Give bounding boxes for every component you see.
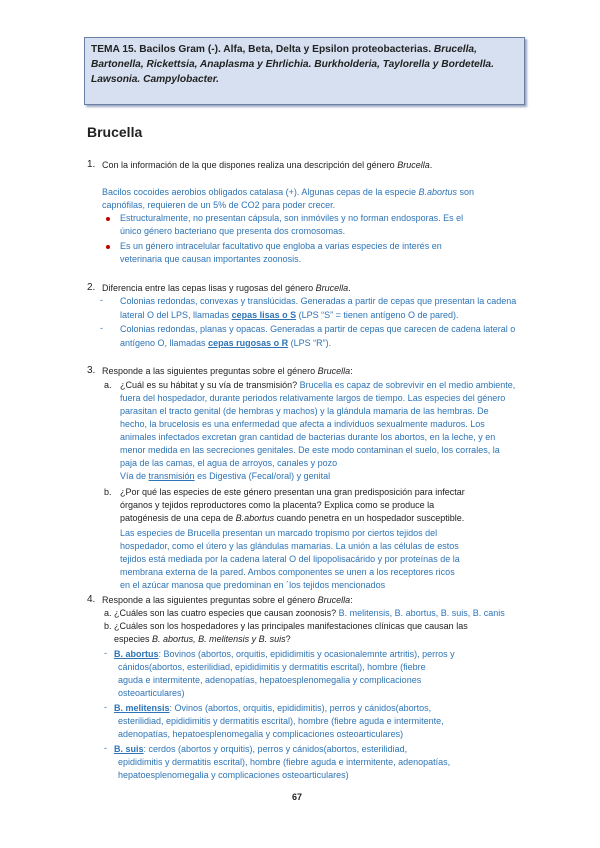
- q1-answer-line: capnófilas, requieren de un 5% de CO2 para poder crecer.: [102, 200, 336, 210]
- q3a-answer-line: animales infectados excretan gran cantidad de bacterias durante los abortos, en la leche, y en: [120, 432, 496, 442]
- page-number: 67: [292, 792, 303, 802]
- q3a-answer-line: menor medida en las secreciones genitales. De este modo contaminan el suelo, los corrales, la: [120, 445, 500, 455]
- dash-marker: -: [104, 743, 107, 753]
- q1-bullet-text: veterinaria que causan importantes zoonosis.: [120, 254, 302, 264]
- species-line: hepatoesplenomegalia y complicaciones osteoarticulares): [118, 770, 349, 780]
- species-line: esterilidiad, epididimitis y dermatitis escrital), hombre (fiebre aguda e intermitente,: [118, 716, 444, 726]
- q3b-answer-line: membrana externa de la pared. Ambos componentes se unen a los receptores ricos: [120, 567, 455, 577]
- bullet-icon: [106, 217, 110, 221]
- species-line: adenopatías, hepatoesplenomegalia y complicaciones osteoarticulares): [118, 729, 404, 739]
- q2-number: 2.: [87, 282, 96, 293]
- q3b-question: órganos y tejidos reproductores como la placenta? Explica como se produce la: [120, 500, 435, 510]
- q3a-answer-line: paja de las camas, el agua de arroyos, canales y pozo: [120, 458, 338, 468]
- q2-question: Diferencia entre las cepas lisas y rugosas del género Brucella.: [102, 283, 351, 293]
- dash-marker: -: [100, 295, 103, 305]
- dash-marker: -: [104, 648, 107, 658]
- species-line: B. melitensis: Ovinos (abortos, orquitis, epididimitis), perros y cánidos(abortos,: [114, 703, 432, 713]
- q4b-question: especies B. abortus, B. melitensis y B. suis?: [114, 634, 291, 644]
- q1-number: 1.: [87, 159, 96, 170]
- dash-marker: -: [104, 702, 107, 712]
- q3a-answer-line: parasitan el tracto genital (de hembras y machos) y la glándula mamaria de las hembras. De: [120, 406, 489, 416]
- q1-bullet-text: único género bacteriano que presenta dos cromosomas.: [120, 226, 346, 236]
- species-line: B. suis: cerdos (abortos y orquitis), perros y cánidos(abortos, esterilidiad,: [114, 744, 408, 754]
- header-title: TEMA 15. Bacilos Gram (-). Alfa, Beta, Delta y Epsilon proteobacterias.: [91, 44, 432, 55]
- q3a-label: a.: [104, 380, 112, 390]
- q1-question: Con la información de la que dispones realiza una descripción del género Brucella.: [102, 160, 433, 170]
- section-title: Brucella: [87, 124, 143, 140]
- q3a-answer-line: hecho, la brucelosis es una enfermedad que afecta a individuos sexualmente maduros. Los: [120, 419, 485, 429]
- q3b-question: patogénesis de una cepa de B.abortus cuando penetra en un hospedador susceptible.: [120, 513, 465, 523]
- q3b-answer-line: hospedador, como el útero y las glándulas mamarias. La unión a las células de estos: [120, 541, 459, 551]
- species-line: B. abortus: Bovinos (abortos, orquitis, epididimitis y ocasionalemnte artritis), perros y: [114, 649, 455, 659]
- q4a-label: a.: [104, 608, 112, 618]
- dash-marker: -: [100, 323, 103, 333]
- q3a-answer-line: fuera del hospedador, durante periodos relativamente largos de tiempo. Las especies del género: [120, 393, 506, 403]
- q2-item-text: lateral O del LPS, llamadas cepas lisas o S (LPS “S” = tienen antígeno O de pared).: [120, 310, 459, 320]
- q4a-question: ¿Cuáles son las cuatro especies que causan zoonosis? B. melitensis, B. abortus, B. suis, B. canis: [114, 608, 505, 618]
- q3a-transmission: Vía de transmisión es Digestiva (Fecal/oral) y genital: [120, 471, 331, 481]
- q2-item-text: antígeno O, llamadas cepas rugosas o R (LPS “R”).: [120, 338, 332, 348]
- q2-item-text: Colonias redondas, planas y opacas. Generadas a partir de cepas que carecen de cadena lateral o: [120, 324, 516, 334]
- q4b-label: b.: [104, 621, 112, 631]
- species-line: osteoarticulares): [118, 688, 185, 698]
- q2-item-text: Colonias redondas, convexas y translúcidas. Generadas a partir de cepas que presentan la cadena: [120, 296, 517, 306]
- q4-question: Responde a las siguientes preguntas sobre el género Brucella:: [102, 595, 353, 605]
- q1-bullet-text: Estructuralmente, no presentan cápsula, son inmóviles y no forman endosporas. Es el: [120, 213, 464, 223]
- q3a-question: ¿Cuál es su hábitat y su vía de transmisión? Brucella es capaz de sobrevivir en el medio ambiente,: [120, 380, 516, 390]
- q3-question: Responde a las siguientes preguntas sobre el género Brucella:: [102, 366, 353, 376]
- header-genera: Brucella, Bartonella, Rickettsia, Anaplasma y Ehrlichia. Burkholderia, Taylorella y Bordetella. Lawsonia. Campylobacter.: [91, 44, 494, 85]
- bullet-icon: [106, 245, 110, 249]
- topic-header: [84, 37, 525, 105]
- q4b-question: ¿Cuáles son los hospedadores y las principales manifestaciones clínicas que causan las: [114, 621, 468, 631]
- q3b-answer-line: en el azúcar manosa que predominan en ´los tejidos mencionados: [120, 580, 386, 590]
- q3b-answer-line: tejidos está mediada por la cadena lateral O del lipopolisacárido y por proteínas de la: [120, 554, 460, 564]
- q3b-answer-line: Las especies de Brucella presentan un marcado tropismo por ciertos tejidos del: [120, 528, 438, 538]
- species-line: epididimitis y dermatitis escrital), hombre (fiebre aguda e intermitente, adenopatías,: [118, 757, 451, 767]
- q1-bullet-text: Es un género intracelular facultativo que engloba a varias especies de interés en: [120, 241, 442, 251]
- q4-number: 4.: [87, 594, 96, 605]
- q3b-label: b.: [104, 487, 112, 497]
- species-line: aguda e intermitente, adenopatías, hepatoesplenomegalia y complicaciones: [118, 675, 422, 685]
- species-line: cánidos(abortos, esterilidiad, epididimitis y dermatitis escrital), hombre (fiebre: [118, 662, 426, 672]
- q3b-question: ¿Por qué las especies de este género presentan una gran predisposición para infectar: [120, 487, 465, 497]
- q3-number: 3.: [87, 365, 96, 376]
- q1-answer-line: Bacilos cocoides aerobios obligados catalasa (+). Algunas cepas de la especie B.abortus son: [102, 187, 475, 197]
